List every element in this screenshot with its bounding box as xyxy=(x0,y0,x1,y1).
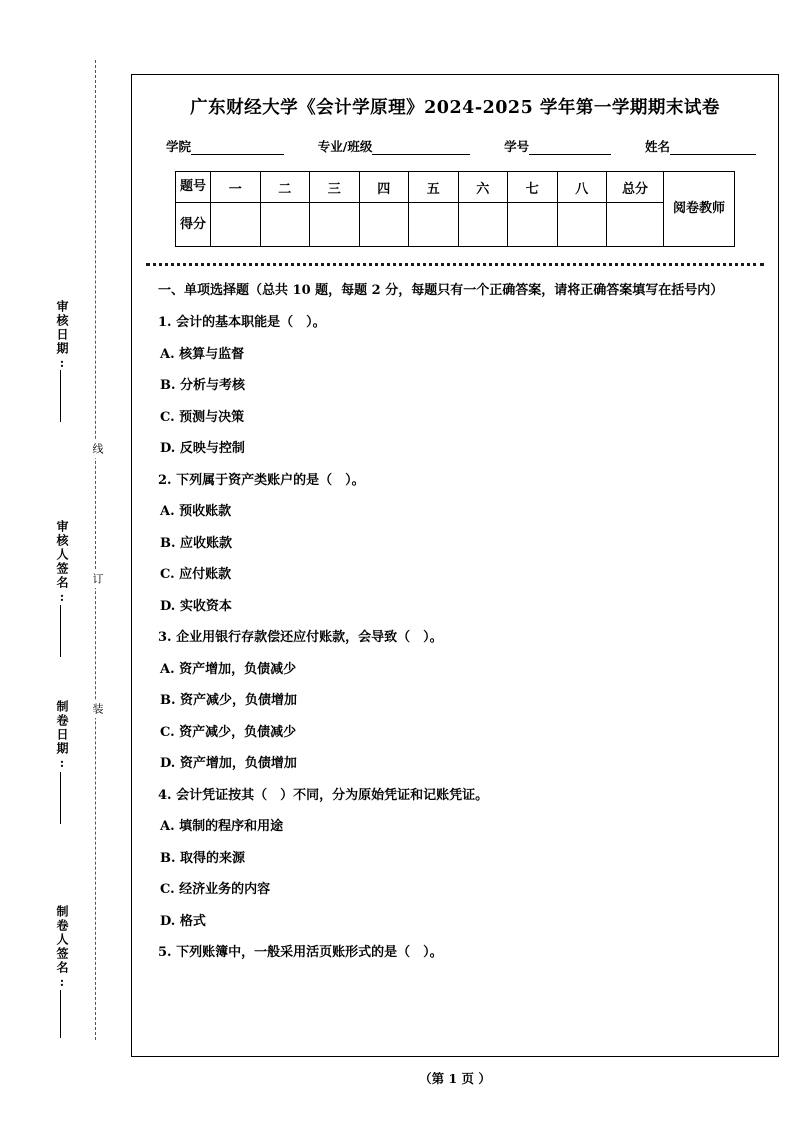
question-3-option-b[interactable]: B. 资产减少，负债增加 xyxy=(160,693,298,709)
question-1-option-d[interactable]: D. 反映与控制 xyxy=(160,441,245,457)
field-name xyxy=(645,137,756,155)
score-table-col-3: 三 xyxy=(310,172,360,203)
score-table-col-4: 四 xyxy=(359,172,409,203)
seal-label-1: 订 xyxy=(89,570,105,588)
seal-dashed-line xyxy=(95,60,96,1040)
score-cell-5[interactable] xyxy=(409,203,459,247)
question-3-option-d[interactable]: D. 资产增加，负债增加 xyxy=(160,756,297,772)
question-4-option-d[interactable]: D. 格式 xyxy=(160,913,206,929)
margin-note-0: 审核日期: xyxy=(55,300,69,372)
exam-paper xyxy=(131,74,779,1057)
score-cell-total[interactable] xyxy=(607,203,664,247)
score-cell-3[interactable] xyxy=(310,203,360,247)
score-cell-2[interactable] xyxy=(260,203,310,247)
section-heading: 一、单项选择题（总共 10 题，每题 2 分，每题只有一个正确答案，请将正确答案填写在括号内） xyxy=(158,283,724,298)
margin-note-3: 制卷人签名: xyxy=(55,905,69,991)
question-2-stem: 2. 下列属于资产类账户的是（ ）。 xyxy=(158,472,365,488)
question-1-option-a[interactable]: A. 核算与监督 xyxy=(160,346,245,362)
question-2-option-c[interactable]: C. 应付账款 xyxy=(160,567,232,583)
field-name-input[interactable] xyxy=(670,141,756,155)
margin-note-1: 审核人签名: xyxy=(55,520,69,606)
score-table-teacher-header: 阅卷教师 xyxy=(664,172,735,247)
field-major-class-input[interactable] xyxy=(372,141,470,155)
score-table-col-8: 八 xyxy=(557,172,607,203)
question-2-option-a[interactable]: A. 预收账款 xyxy=(160,504,232,520)
question-3-option-a[interactable]: A. 资产增加，负债减少 xyxy=(160,661,297,677)
question-1-option-b[interactable]: B. 分析与考核 xyxy=(160,378,246,394)
question-4-option-b[interactable]: B. 取得的来源 xyxy=(160,850,246,866)
score-cell-6[interactable] xyxy=(458,203,508,247)
score-table-col-7: 七 xyxy=(508,172,558,203)
score-table-col-1: 一 xyxy=(211,172,261,203)
margin-note-3-rule xyxy=(60,990,61,1038)
field-college-input[interactable] xyxy=(191,141,284,155)
score-table-total-header: 总分 xyxy=(607,172,664,203)
student-info-row xyxy=(132,137,778,155)
seal-label-0: 线 xyxy=(89,440,105,458)
score-table-col-6: 六 xyxy=(458,172,508,203)
score-cell-1[interactable] xyxy=(211,203,261,247)
score-table-row-header-number: 题号 xyxy=(176,172,211,203)
score-cell-8[interactable] xyxy=(557,203,607,247)
field-major-class xyxy=(318,137,471,155)
question-1-stem: 1. 会计的基本职能是（ ）。 xyxy=(158,315,326,331)
score-table-row-scores xyxy=(176,203,735,247)
score-table-col-2: 二 xyxy=(260,172,310,203)
field-student-id xyxy=(504,137,611,155)
question-2-option-b[interactable]: B. 应收账款 xyxy=(160,535,233,551)
field-name-label: 姓名 xyxy=(644,139,670,154)
question-5-stem: 5. 下列账簿中，一般采用活页账形式的是（ ）。 xyxy=(158,945,443,961)
question-body xyxy=(132,266,778,963)
field-college xyxy=(166,137,284,155)
question-4-option-c[interactable]: C. 经济业务的内容 xyxy=(160,882,271,898)
field-student-id-input[interactable] xyxy=(529,141,611,155)
question-1-option-c[interactable]: C. 预测与决策 xyxy=(160,409,245,425)
field-student-id-label: 学号 xyxy=(504,139,530,154)
margin-note-1-rule xyxy=(60,605,61,657)
seal-label-2: 装 xyxy=(89,700,105,718)
page-title: 广东财经大学《会计学原理》2024‑2025 学年第一学期期末试卷 xyxy=(190,98,720,118)
field-major-class-label: 专业/班级 xyxy=(317,139,373,154)
question-4-stem: 4. 会计凭证按其（ ）不同，分为原始凭证和记账凭证。 xyxy=(158,787,489,803)
score-table-row-numbers xyxy=(176,172,735,203)
margin-note-2-rule xyxy=(60,772,61,824)
field-college-label: 学院 xyxy=(166,139,192,154)
question-4-option-a[interactable]: A. 填制的程序和用途 xyxy=(160,819,284,835)
score-table xyxy=(175,171,735,247)
question-2-option-d[interactable]: D. 实收资本 xyxy=(160,598,232,614)
left-margin-annotations xyxy=(0,0,130,1122)
question-3-option-c[interactable]: C. 资产减少，负债减少 xyxy=(160,724,297,740)
score-cell-7[interactable] xyxy=(508,203,558,247)
margin-note-2: 制卷日期: xyxy=(55,700,69,772)
page-footer: （第 1 页 ） xyxy=(419,1071,491,1086)
score-table-col-5: 五 xyxy=(409,172,459,203)
score-cell-4[interactable] xyxy=(359,203,409,247)
margin-note-0-rule xyxy=(60,370,61,422)
score-table-row-header-score: 得分 xyxy=(176,203,211,247)
question-3-stem: 3. 企业用银行存款偿还应付账款，会导致（ ）。 xyxy=(158,630,443,646)
